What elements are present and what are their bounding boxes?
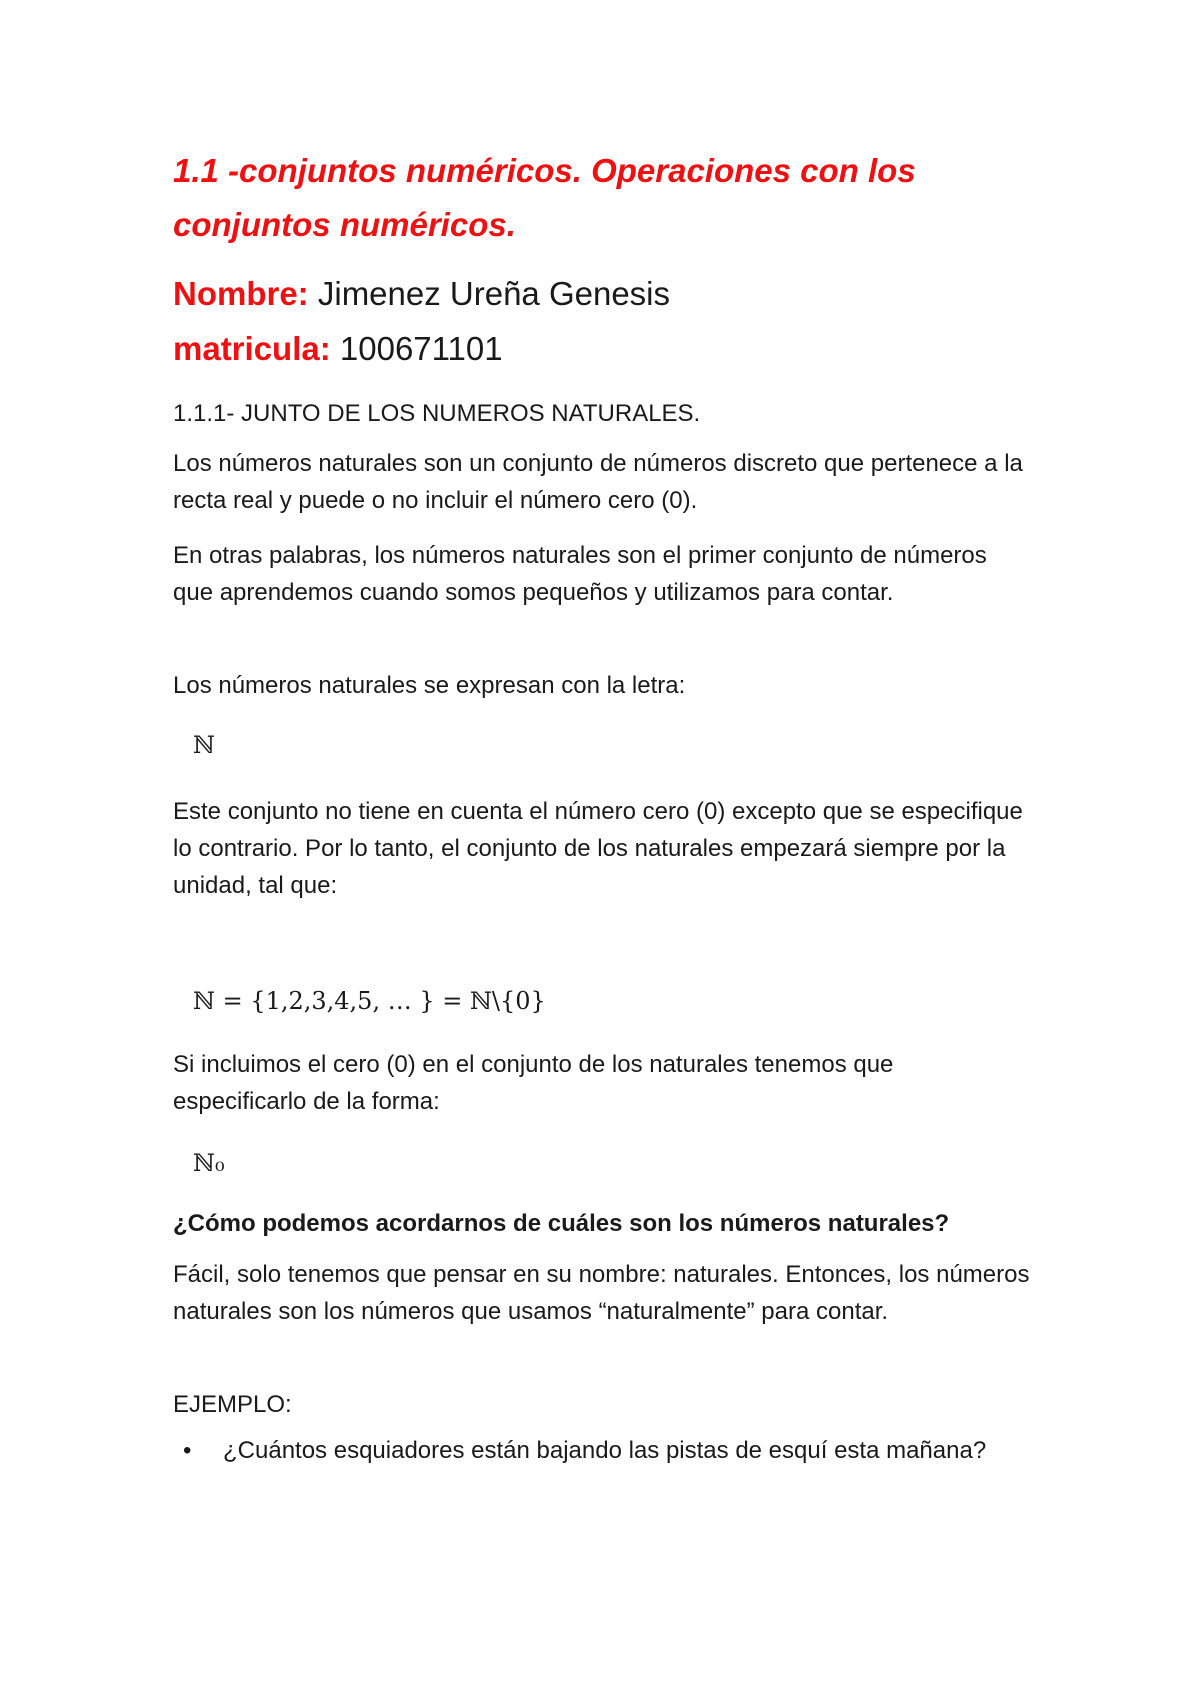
example-list — [173, 1432, 1033, 1469]
paragraph-zero: Este conjunto no tiene en cuenta el número cero (0) excepto que se especifique lo contrario. Por lo tanto, el conjunto de los naturales empezará siempre por la unidad, tal que: — [173, 798, 1023, 899]
section-heading: 1.1.1- JUNTO DE LOS NUMEROS NATURALES. — [173, 400, 701, 427]
paragraph-include-zero: Si incluimos el cero (0) en el conjunto de los naturales tenemos que especificarlo de la forma: — [173, 1051, 894, 1115]
paragraph-easy: Fácil, solo tenemos que pensar en su nombre: naturales. Entonces, los números naturales son los números que usamos “naturalmente” para contar. — [173, 1261, 1030, 1325]
list-item — [173, 1432, 1033, 1469]
paragraph-definition: Los números naturales son un conjunto de números discreto que pertenece a la recta real y puede o no incluir el número cero (0). — [173, 450, 1023, 514]
example-label: EJEMPLO: — [173, 1391, 292, 1418]
list-item-text: ¿Cuántos esquiadores están bajando las pistas de esquí esta mañana? — [223, 1437, 987, 1464]
nombre-field — [173, 274, 670, 314]
document-title: 1.1 -conjuntos numéricos. Operaciones con los conjuntos numéricos. — [173, 152, 916, 243]
matricula-field — [173, 329, 503, 369]
naturals-zero-symbol: ℕ₀ — [193, 1149, 225, 1177]
matricula-value: 100671101 — [339, 330, 503, 367]
question-heading: ¿Cómo podemos acordarnos de cuáles son los números naturales? — [173, 1210, 950, 1237]
paragraph-letter: Los números naturales se expresan con la letra: — [173, 672, 686, 699]
bullet-icon: • — [183, 1437, 192, 1464]
nombre-label: Nombre: — [173, 275, 309, 312]
naturals-set-formula: ℕ = {1,2,3,4,5, … } = ℕ\{0} — [193, 987, 546, 1015]
naturals-symbol: ℕ — [193, 731, 215, 759]
nombre-value: Jimenez Ureña Genesis — [317, 275, 671, 312]
paragraph-other-words: En otras palabras, los números naturales son el primer conjunto de números que aprendemos cuando somos pequeños y utilizamos para contar. — [173, 542, 987, 606]
matricula-label: matricula: — [173, 330, 331, 367]
